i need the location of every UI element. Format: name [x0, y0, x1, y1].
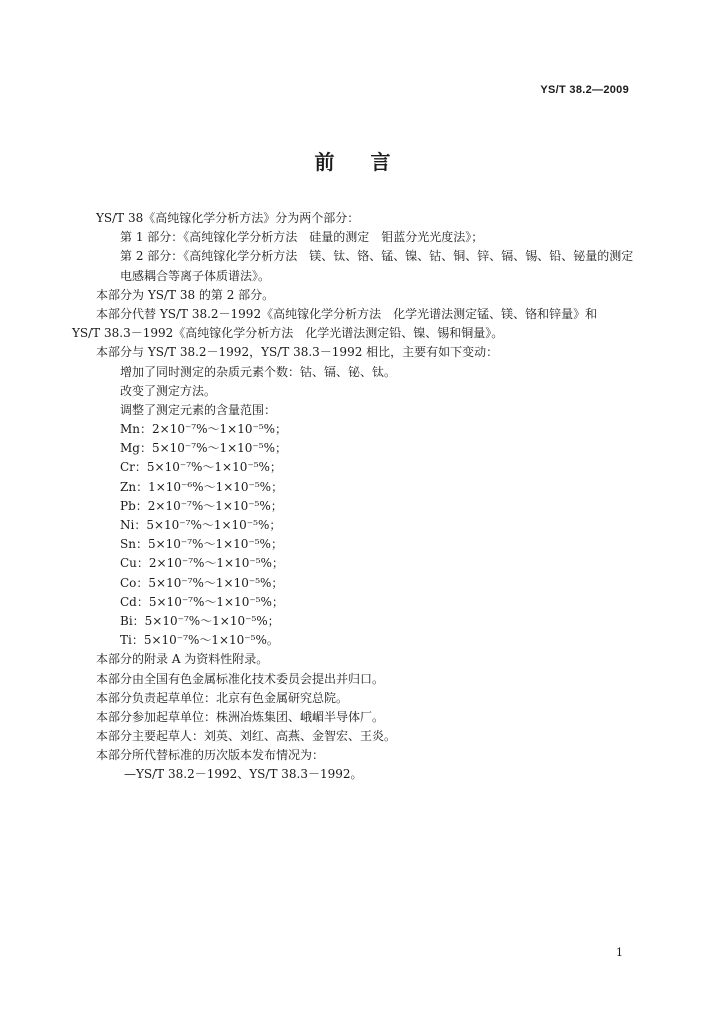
page-number: 1: [616, 946, 623, 959]
paragraph-drafters: 本部分主要起草人：刘英、刘红、高燕、金智宏、王炎。: [96, 729, 397, 744]
foreword-body: [72, 209, 646, 785]
paragraph-history: 本部分所代替标准的历次版本发布情况为：: [96, 748, 325, 763]
paragraph-part-1: 第 1 部分：《高纯镓化学分析方法 硅量的测定 钼蓝分光光度法》；: [120, 230, 484, 245]
range-item-pb: Pb：2×10⁻⁷%～1×10⁻⁵%；: [120, 498, 283, 513]
paragraph-drafting-unit: 本部分负责起草单位：北京有色金属研究总院。: [96, 690, 349, 705]
range-item-mg: Mg：5×10⁻⁷%～1×10⁻⁵%；: [120, 441, 287, 456]
paragraph-replaces-line-1: 本部分代替 YS/T 38.2－1992《高纯镓化学分析方法 化学光谱法测定锰、镁、铬和锌量》和: [96, 306, 598, 321]
range-item-ti: Ti：5×10⁻⁷%～1×10⁻⁵%。: [120, 633, 279, 648]
range-item-zn: Zn：1×10⁻⁶%～1×10⁻⁵%；: [120, 479, 284, 494]
paragraph-participating-units: 本部分参加起草单位：株洲冶炼集团、峨嵋半导体厂。: [96, 709, 385, 724]
change-item-elements: 增加了同时测定的杂质元素个数：钴、镉、铋、钛。: [120, 364, 397, 379]
range-item-sn: Sn：5×10⁻⁷%～1×10⁻⁵%；: [120, 537, 283, 552]
range-item-cr: Cr：5×10⁻⁷%～1×10⁻⁵%；: [120, 460, 282, 475]
page-title: 前言: [314, 150, 427, 174]
paragraph-appendix: 本部分的附录 A 为资料性附录。: [96, 652, 269, 667]
range-item-bi: Bi：5×10⁻⁷%～1×10⁻⁵%；: [120, 613, 280, 628]
paragraph-proposed-by: 本部分由全国有色金属标准化技术委员会提出并归口。: [96, 671, 385, 686]
history-item: —YS/T 38.2－1992、YS/T 38.3－1992。: [124, 767, 363, 782]
change-item-method: 改变了测定方法。: [120, 383, 217, 398]
change-item-range: 调整了测定元素的含量范围：: [120, 402, 277, 417]
paragraph-intro: YS/T 38《高纯镓化学分析方法》分为两个部分：: [96, 211, 360, 225]
range-item-cu: Cu：2×10⁻⁷%～1×10⁻⁵%；: [120, 556, 284, 571]
paragraph-changes: 本部分与 YS/T 38.2－1992，YS/T 38.3－1992 相比，主要有如下变动：: [96, 345, 499, 360]
paragraph-replaces-line-2: YS/T 38.3－1992《高纯镓化学分析方法 化学光谱法测定铅、镍、锡和铜量》。: [72, 326, 504, 341]
range-item-cd: Cd：5×10⁻⁷%～1×10⁻⁵%；: [120, 594, 284, 609]
range-item-ni: Ni：5×10⁻⁷%～1×10⁻⁵%；: [120, 518, 282, 533]
range-item-mn: Mn：2×10⁻⁷%～1×10⁻⁵%；: [120, 422, 288, 437]
paragraph-part-statement: 本部分为 YS/T 38 的第 2 部分。: [96, 287, 275, 302]
document-code: YS/T 38.2—2009: [540, 84, 629, 96]
range-item-co: Co：5×10⁻⁷%～1×10⁻⁵%；: [120, 575, 284, 590]
paragraph-part-2: 第 2 部分：《高纯镓化学分析方法 镁、钛、铬、锰、镍、钴、铜、锌、镉、锡、铅、铋量的测定 电感耦合等离子体质谱法》。: [120, 249, 646, 283]
